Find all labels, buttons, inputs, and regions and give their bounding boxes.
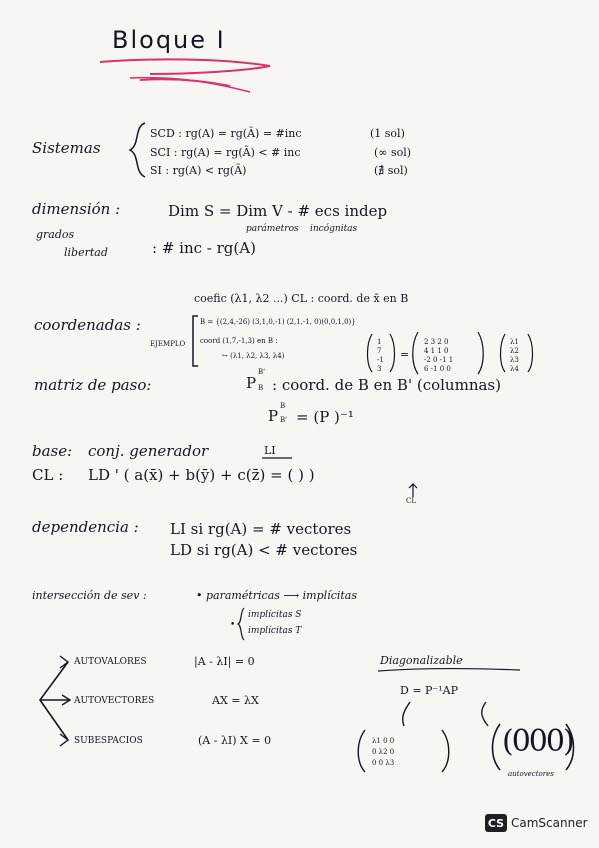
grados-label: grados (36, 228, 75, 241)
basis-matrix (424, 338, 453, 374)
matriz-sup: B' (258, 368, 266, 376)
basis-definition: B = {(2,4,-26) (3,1,0,-1) (2,1,-1, 0)(0,0,1,0)} (200, 318, 356, 326)
coord-vec-3: -1 (377, 356, 384, 364)
cl-text: LD ' ( a(x̄) + b(ȳ) + c(z̄) = ( ) ) (88, 466, 315, 484)
dependencia-ld: LD si rg(A) < # vectores (170, 541, 358, 559)
coord-vector (377, 338, 384, 374)
page-title: Bloque I (112, 26, 226, 54)
grados-formula: : # inc - rg(A) (152, 239, 256, 257)
lambda-4: λ4 (510, 365, 519, 373)
interseccion-t: implícitas T (248, 626, 302, 636)
matriz-inverse-symbol: P (268, 407, 279, 425)
matriz-inverse: = (P )⁻¹ (296, 408, 354, 426)
coord-vec-1: 1 (377, 338, 382, 346)
sistemas-label: Sistemas (32, 139, 101, 157)
dependencia-li: LI si rg(A) = # vectores (170, 520, 352, 538)
lambda-3: λ3 (510, 356, 519, 364)
interseccion-s: implícitas S (248, 610, 302, 620)
base-label: base: (32, 442, 73, 460)
interseccion-bullet: • (230, 620, 236, 630)
basis-matrix-row: -2 0 -1 1 (424, 356, 454, 364)
camscanner-watermark (485, 814, 588, 832)
autovectores-columns: (000) (502, 724, 573, 759)
autovectores-label: AUTOVECTORES (74, 696, 155, 706)
dimension-sub-parametros: parámetros (246, 224, 299, 234)
si-rule: SI : rg(A) < rg(Ã) (150, 164, 247, 177)
matriz-label: matriz de paso: (34, 376, 152, 394)
diagonal-row: 0 0 λ3 (372, 759, 395, 767)
coefic-line: coefic (λ1, λ2 ...) CL : coord. de x̄ en B (194, 292, 409, 305)
libertad-label: libertad (64, 246, 108, 259)
subespacios-formula: (A - λI) X = 0 (198, 734, 272, 747)
ejemplo-label: EJEMPLO (150, 340, 186, 348)
scd-note: (1 sol) (370, 127, 405, 140)
interseccion-line1: • paramétricas ⟶ implícitas (196, 589, 357, 602)
base-text: conj. generador (88, 442, 209, 460)
autovalores-label: AUTOVALORES (74, 657, 147, 667)
sci-rule: SCI : rg(A) = rg(Ã) < # inc (150, 146, 301, 159)
matriz-inv-sub: B' (280, 416, 288, 424)
diagonal-matrix (372, 736, 394, 769)
subespacios-label: SUBESPACIOS (74, 736, 143, 746)
cl-arrow-label: CL (406, 497, 417, 505)
lambda-2: λ2 (510, 347, 519, 355)
dimension-label: dimensión : (32, 200, 121, 218)
coordenadas-label: coordenadas : (34, 316, 141, 334)
dependencia-label: dependencia : (32, 518, 139, 536)
diagonal-row: λ1 0 0 (372, 737, 395, 745)
dimension-formula: Dim S = Dim V - # ecs indep (168, 202, 388, 220)
autovectores-formula: AX = λX (212, 694, 259, 707)
coord-line: coord (1,7,-1,3) en B : (200, 337, 278, 345)
matriz-sub: B (258, 384, 264, 392)
basis-matrix-row: 2 3 2 0 (424, 338, 449, 346)
sci-note: (∞ sol) (374, 146, 412, 159)
lambda-vector (510, 338, 519, 374)
interseccion-label: intersección de sev : (32, 589, 147, 602)
basis-matrix-row: 6 -1 0 0 (424, 365, 451, 373)
si-note: (∄ sol) (374, 164, 408, 177)
base-li: LI (264, 444, 276, 457)
matriz-desc: : coord. de B en B' (columnas) (272, 376, 501, 394)
scd-rule: SCD : rg(A) = rg(Ã) = #inc (150, 127, 302, 140)
matriz-symbol: P (246, 374, 257, 392)
cl-label: CL : (32, 466, 64, 484)
diagonal-row: 0 λ2 0 (372, 748, 395, 756)
camscanner-logo-icon: CS (485, 814, 507, 832)
autovalores-formula: |A - λI| = 0 (194, 655, 255, 668)
equals-sign: = (400, 348, 410, 361)
lambda-tuple: ↪ (λ1, λ2, λ3, λ4) (222, 352, 285, 360)
diagonalizable-formula: D = P⁻¹AP (400, 684, 458, 697)
diagonalizable-title: Diagonalizable (380, 654, 463, 667)
lambda-1: λ1 (510, 338, 519, 346)
dimension-sub-incognitas: incógnitas (310, 224, 358, 234)
coord-vec-4: 3 (377, 365, 382, 373)
autovectores-caption: autovectores (508, 770, 554, 778)
matriz-inv-sup: B (280, 402, 286, 410)
basis-matrix-row: 4 1 1 0 (424, 347, 449, 355)
coord-vec-2: 7 (377, 347, 382, 355)
camscanner-name: CamScanner (511, 816, 588, 830)
